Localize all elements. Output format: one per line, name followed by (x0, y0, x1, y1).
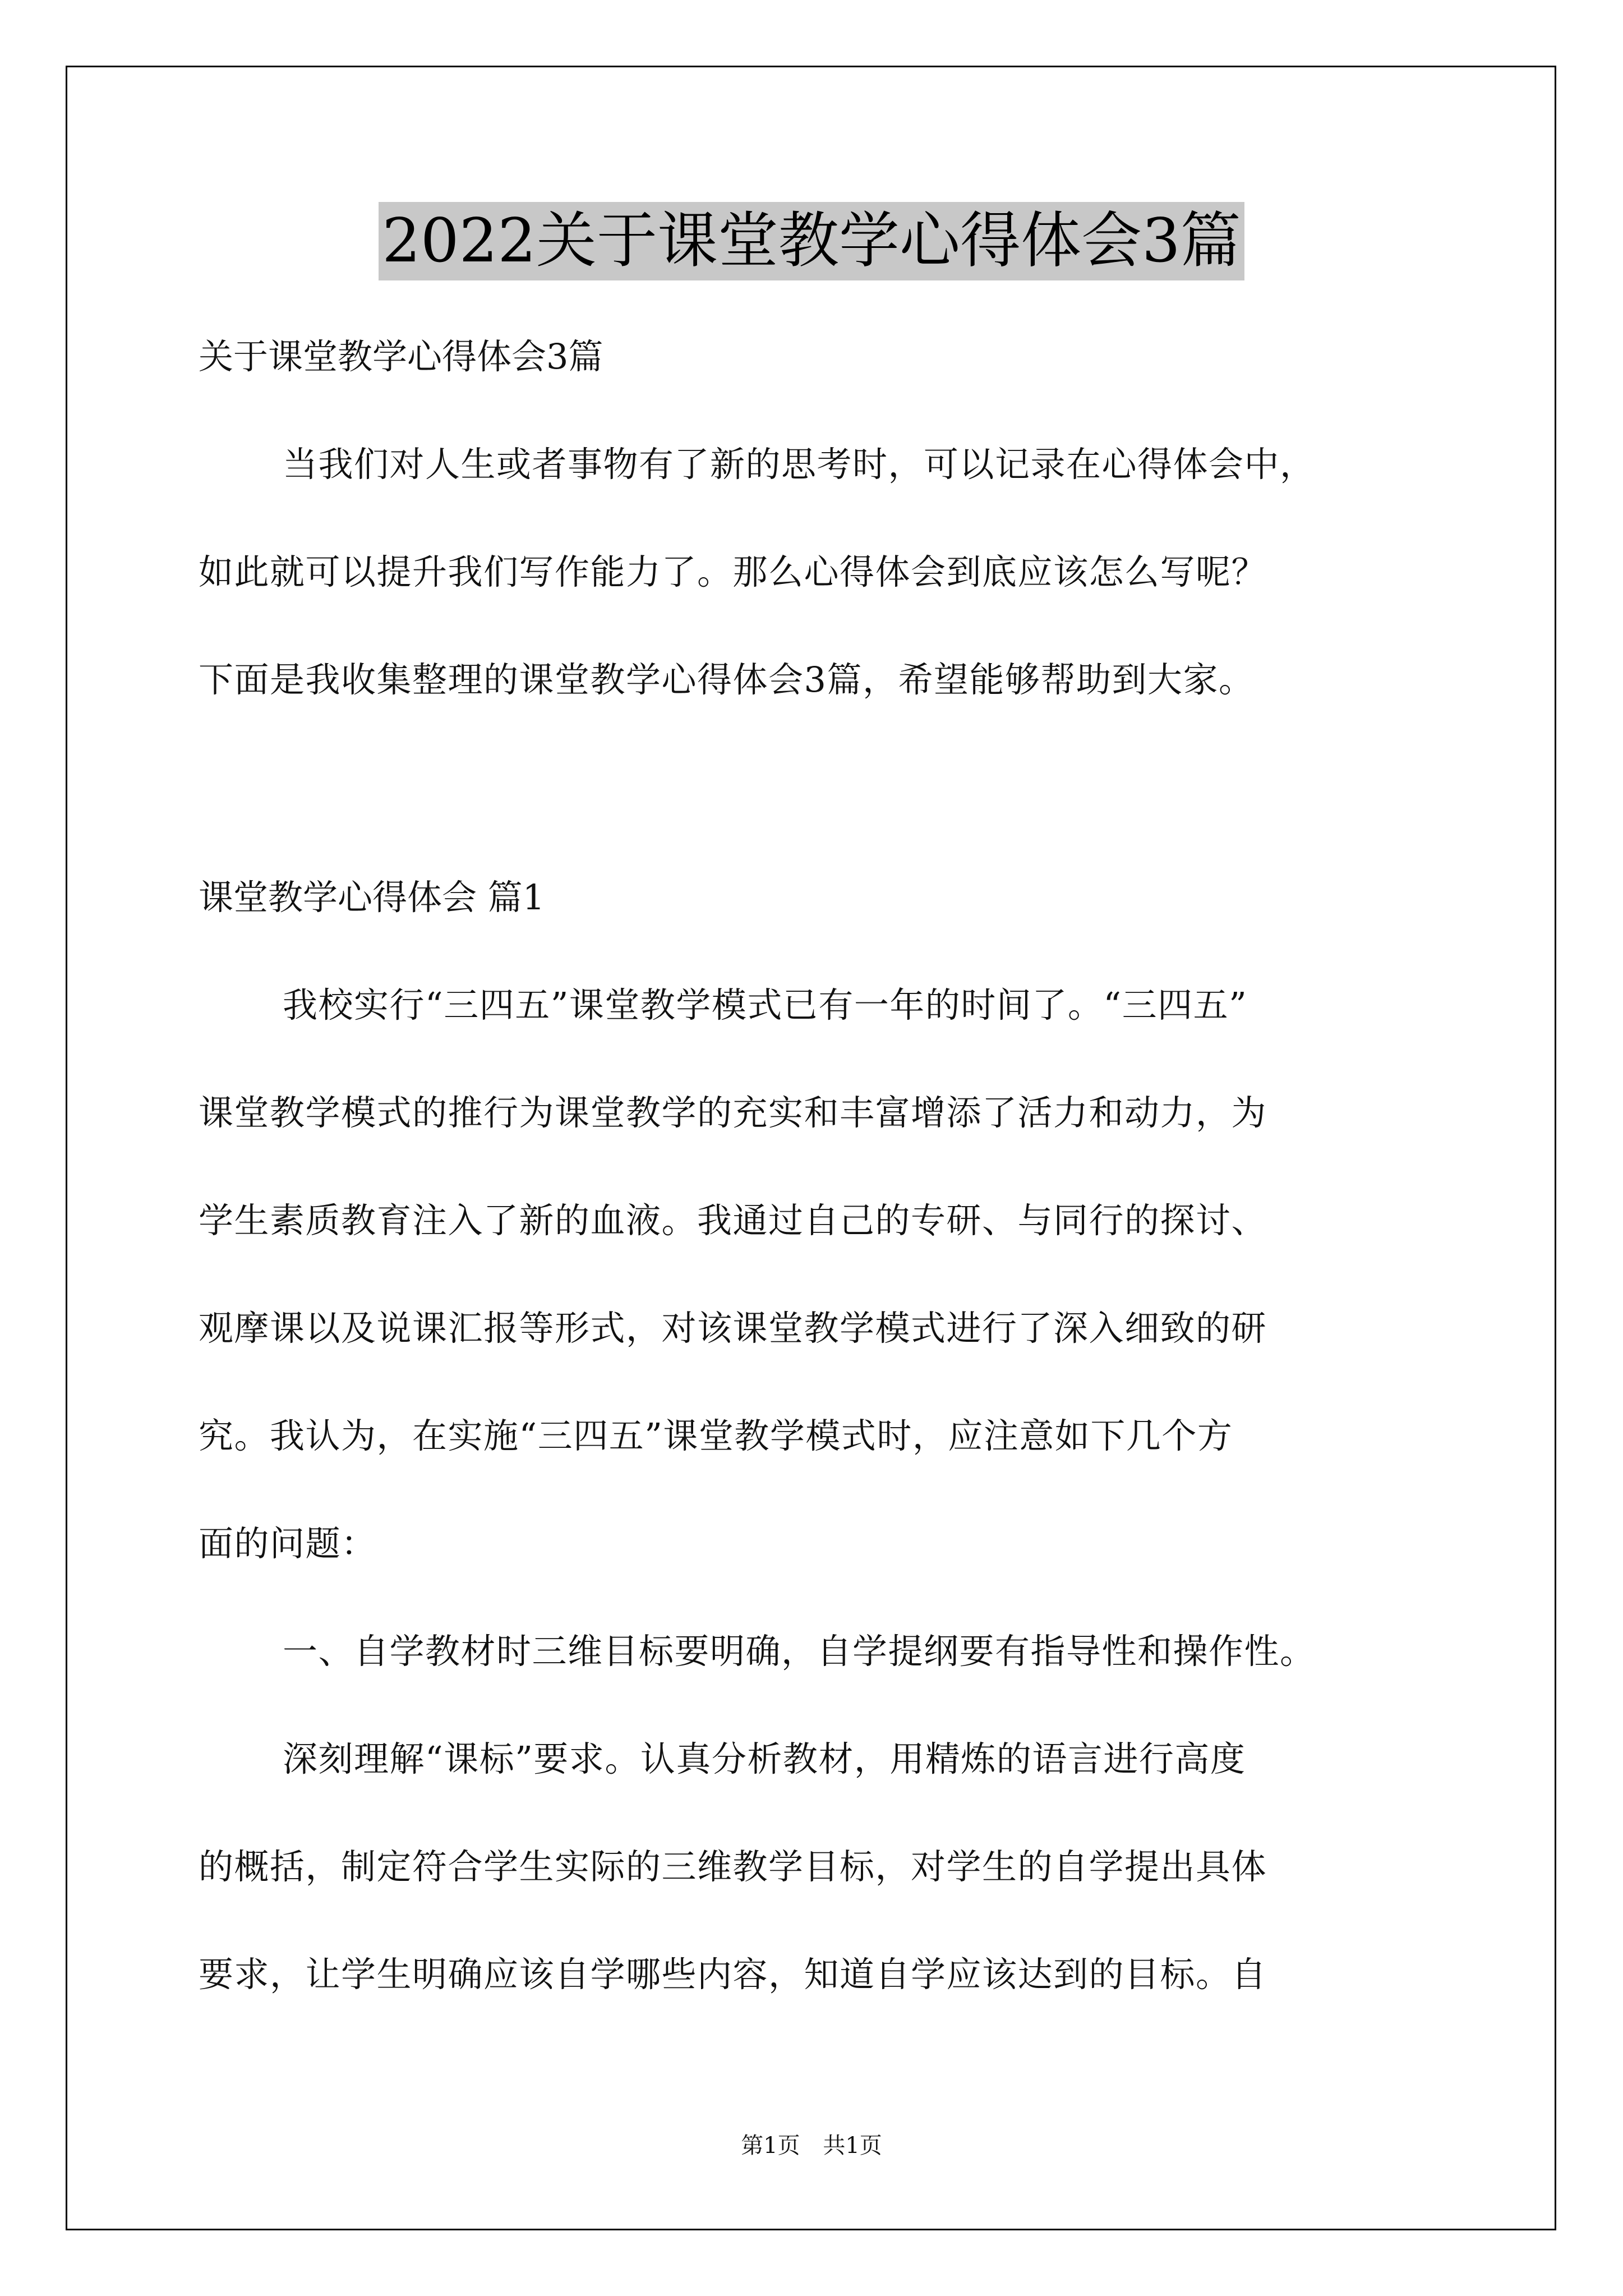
document-title: 2022关于课堂教学心得体会3篇 (379, 202, 1244, 280)
document-body (199, 303, 1438, 2028)
section-heading: 课堂教学心得体会 篇1 (199, 877, 545, 918)
paragraph-line: 面的问题： (199, 1523, 377, 1564)
paragraph-line: 深刻理解“课标”要求。认真分析教材，用精炼的语言进行高度 (283, 1738, 1246, 1779)
page-number-total: 共1页 (823, 2133, 882, 2159)
document-subtitle: 关于课堂教学心得体会3篇 (199, 336, 603, 377)
paragraph-line: 究。我认为，在实施“三四五”课堂教学模式时，应注意如下几个方 (199, 1415, 1233, 1456)
intro-line: 如此就可以提升我们写作能力了。那么心得体会到底应该怎么写呢？ (199, 551, 1267, 592)
paragraph-line: 要求，让学生明确应该自学哪些内容，知道自学应该达到的目标。自 (199, 1954, 1267, 1995)
paragraph-line: 的概括，制定符合学生实际的三维教学目标，对学生的自学提出具体 (199, 1846, 1267, 1887)
intro-line: 下面是我收集整理的课堂教学心得体会3篇，希望能够帮助到大家。 (199, 659, 1255, 700)
title-container (0, 202, 1623, 280)
paragraph-spacer (199, 734, 1438, 844)
paragraph-line: 观摩课以及说课汇报等形式，对该课堂教学模式进行了深入细致的研 (199, 1308, 1267, 1349)
page-footer (0, 2129, 1623, 2162)
point-heading: 一、自学教材时三维目标要明确，自学提纲要有指导性和操作性。 (283, 1631, 1316, 1672)
paragraph-line: 学生素质教育注入了新的血液。我通过自己的专研、与同行的探讨、 (199, 1200, 1267, 1241)
paragraph-line: 课堂教学模式的推行为课堂教学的充实和丰富增添了活力和动力，为 (199, 1092, 1267, 1133)
paragraph-line: 我校实行“三四五”课堂教学模式已有一年的时间了。“三四五” (283, 984, 1248, 1025)
page-number-current: 第1页 (741, 2133, 800, 2159)
intro-line: 当我们对人生或者事物有了新的思考时，可以记录在心得体会中， (283, 444, 1316, 485)
